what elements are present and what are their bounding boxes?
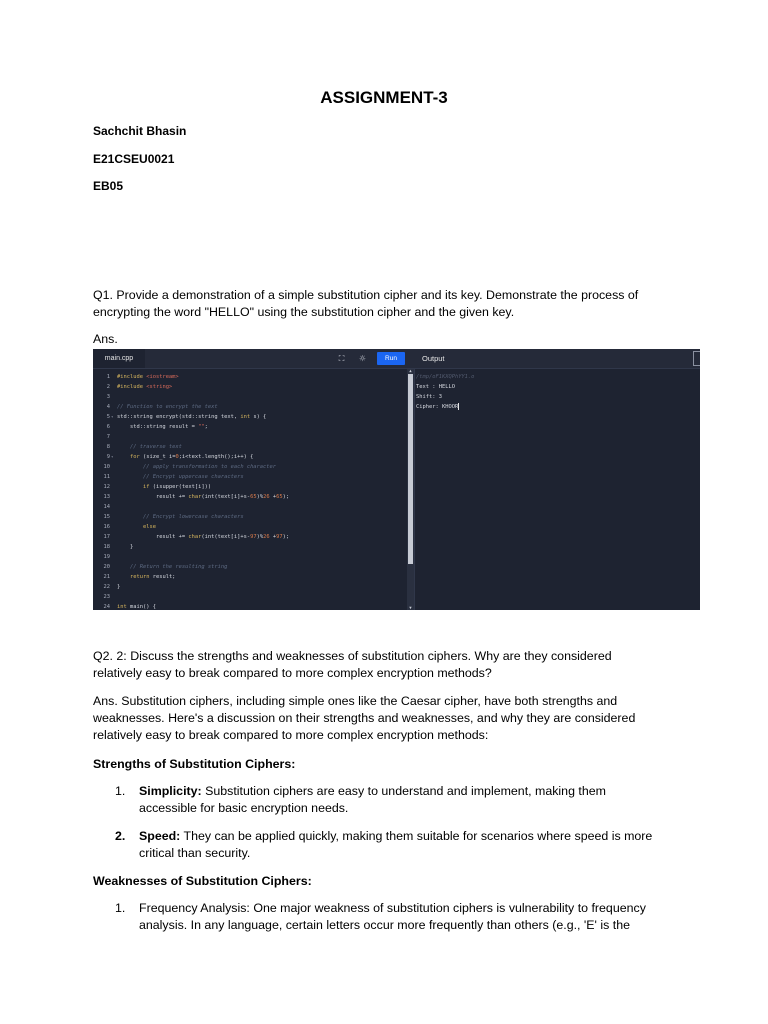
output-text: Text : HELLO — [416, 384, 455, 390]
code-text — [117, 412, 266, 422]
weakness-desc: Frequency Analysis: One major weakness of substitution ciphers is vulnerability to frequency — [139, 901, 646, 915]
line-number: 22 — [103, 584, 110, 590]
strengths-heading: Strengths of Substitution Ciphers: — [93, 757, 296, 771]
run-button[interactable]: Run — [377, 352, 405, 365]
line-number: 5 — [106, 414, 110, 420]
scroll-down-arrow-icon[interactable]: ▼ — [409, 605, 412, 610]
question-1-line-1: Q1. Provide a demonstration of a simple substitution cipher and its key. Demonstrate the process of — [93, 288, 639, 302]
code-text — [117, 512, 244, 522]
code-token: result += — [117, 494, 189, 500]
code-token: <iostream> — [146, 374, 179, 380]
code-token: return — [129, 574, 150, 580]
code-token: // apply transformation to each character — [117, 464, 277, 470]
code-text — [117, 442, 182, 452]
batch-code: EB05 — [93, 179, 124, 193]
code-token: (isupper(text[i])) — [149, 484, 212, 490]
code-token: else — [142, 524, 156, 530]
code-text — [117, 562, 227, 572]
question-2-line-1: Q2. 2: Discuss the strengths and weaknesses of substitution ciphers. Why are they considered — [93, 649, 612, 663]
code-text — [117, 472, 244, 482]
output-line — [416, 372, 474, 382]
strength-desc-cont: accessible for basic encryption needs. — [139, 801, 349, 815]
code-line[interactable] — [93, 482, 407, 492]
output-line — [416, 402, 459, 412]
student-name: Sachchit Bhasin — [93, 124, 187, 138]
output-text: /tmp/oF1KXQPhYY1.o — [416, 374, 475, 380]
code-line[interactable] — [93, 382, 407, 392]
line-number: 19 — [103, 554, 110, 560]
line-number: 13 — [103, 494, 110, 500]
code-text — [117, 422, 208, 432]
question-2 — [93, 648, 683, 682]
code-line[interactable] — [93, 422, 407, 432]
answer-2-line-1: Ans. Substitution ciphers, including simple ones like the Caesar cipher, have both strengths and — [93, 694, 618, 708]
code-line[interactable] — [93, 582, 407, 592]
code-text — [117, 462, 276, 472]
expand-icon[interactable]: ⛶ — [338, 354, 345, 363]
line-number: 14 — [103, 504, 110, 510]
answer-1-label: Ans. — [93, 332, 118, 346]
output-console — [416, 369, 700, 610]
line-number: 12 — [103, 484, 110, 490]
code-editor-screenshot — [93, 349, 700, 610]
code-token: ;i<text.length();i++) { — [178, 454, 254, 460]
output-line — [416, 382, 455, 392]
code-line[interactable] — [93, 372, 407, 382]
line-number: 3 — [106, 394, 110, 400]
fold-arrow-icon[interactable]: ▾ — [111, 454, 114, 459]
code-token: <string> — [146, 384, 173, 390]
strength-term: Speed: — [139, 829, 181, 843]
code-token: 26 — [263, 534, 270, 540]
line-number: 11 — [103, 474, 110, 480]
code-token: // Encrypt uppercase characters — [117, 474, 244, 480]
code-token: "" — [198, 424, 205, 430]
code-token: #include — [117, 374, 147, 380]
output-text: Shift: 3 — [416, 394, 442, 400]
line-number: 18 — [103, 544, 110, 550]
line-number: 10 — [103, 464, 110, 470]
code-text — [117, 492, 289, 502]
code-line[interactable] — [93, 532, 407, 542]
strength-desc: Substitution ciphers are easy to understand and implement, making them — [201, 784, 606, 798]
line-number: 7 — [106, 434, 110, 440]
line-number: 21 — [103, 574, 110, 580]
line-number: 23 — [103, 594, 110, 600]
line-number: 17 — [103, 534, 110, 540]
code-token: char — [188, 534, 202, 540]
weaknesses-heading: Weaknesses of Substitution Ciphers: — [93, 874, 312, 888]
code-text — [117, 582, 120, 592]
clear-output-button[interactable] — [693, 351, 700, 366]
text-cursor — [458, 403, 459, 410]
file-tab-main-cpp[interactable]: main.cpp — [93, 349, 145, 368]
code-token: s) { — [250, 414, 267, 420]
fold-arrow-icon[interactable]: ▾ — [111, 414, 114, 419]
code-token: if — [142, 484, 150, 490]
line-number: 15 — [103, 514, 110, 520]
weakness-desc-cont: analysis. In any language, certain letters occur more frequently than others (e.g., 'E' is the — [139, 918, 630, 932]
code-token: result; — [149, 574, 176, 580]
code-text — [117, 402, 218, 412]
output-label: Output — [422, 354, 445, 363]
code-text — [117, 542, 133, 552]
code-token: // Return the resulting string — [117, 564, 228, 570]
code-token: + — [269, 494, 277, 500]
code-token: int — [117, 604, 127, 610]
scrollbar-thumb[interactable] — [408, 374, 413, 564]
code-text — [117, 482, 211, 492]
code-token: char — [188, 494, 202, 500]
output-line — [416, 392, 442, 402]
scroll-up-arrow-icon[interactable]: ▲ — [409, 368, 412, 373]
strength-term: Simplicity: — [139, 784, 202, 798]
line-number: 16 — [103, 524, 110, 530]
code-line[interactable] — [93, 392, 407, 402]
code-scrollbar[interactable] — [407, 369, 414, 610]
code-token — [117, 574, 130, 580]
line-number: 8 — [106, 444, 110, 450]
list-number: 1. — [115, 901, 126, 915]
line-number: 20 — [103, 564, 110, 570]
question-2-line-2: relatively easy to break compared to more complex encryption methods? — [93, 666, 492, 680]
code-text — [117, 452, 253, 462]
list-number: 2. — [115, 829, 126, 843]
line-number: 24 — [103, 604, 110, 610]
code-token: 0 — [175, 454, 179, 460]
roll-number: E21CSEU0021 — [93, 152, 175, 166]
code-line[interactable] — [93, 472, 407, 482]
code-text — [117, 522, 156, 532]
code-token: (int(text[i]+s- — [201, 534, 251, 540]
answer-2-line-3: relatively easy to break compared to more complex encryption methods: — [93, 728, 489, 742]
code-line[interactable] — [93, 462, 407, 472]
code-token — [117, 524, 143, 530]
code-token: int — [240, 414, 251, 420]
code-line[interactable] — [93, 412, 407, 422]
code-token: (int(text[i]+s- — [201, 494, 251, 500]
code-line[interactable] — [93, 402, 407, 412]
sun-icon[interactable]: ☼ — [358, 354, 367, 363]
code-text — [117, 532, 289, 542]
code-line[interactable] — [93, 592, 407, 602]
question-1-line-2: encrypting the word "HELLO" using the substitution cipher and the given key. — [93, 305, 515, 319]
output-text: Cipher: KHOOR — [416, 404, 459, 410]
code-line[interactable] — [93, 542, 407, 552]
strength-desc-cont: critical than security. — [139, 846, 251, 860]
code-line[interactable] — [93, 552, 407, 562]
code-token: ); — [282, 534, 290, 540]
code-text — [117, 602, 156, 610]
code-line[interactable] — [93, 432, 407, 442]
editor-toolbar — [93, 349, 700, 369]
code-line[interactable] — [93, 492, 407, 502]
code-token: (size_t i= — [139, 454, 176, 460]
code-token: for — [129, 454, 140, 460]
code-line[interactable] — [93, 502, 407, 512]
code-line[interactable] — [93, 602, 407, 610]
line-number: 1 — [106, 374, 110, 380]
strength-desc: They can be applied quickly, making them suitable for scenarios where speed is more — [180, 829, 653, 843]
answer-2 — [93, 693, 683, 744]
code-token: ; — [204, 424, 208, 430]
code-token: // traverse text — [117, 444, 182, 450]
code-token: std::string result = — [117, 424, 199, 430]
list-number: 1. — [115, 784, 126, 798]
code-line[interactable] — [93, 572, 407, 582]
code-line[interactable] — [93, 562, 407, 572]
code-line[interactable] — [93, 452, 407, 462]
code-token — [117, 454, 130, 460]
code-token: result += — [117, 534, 189, 540]
code-token — [117, 484, 143, 490]
code-token: ); — [282, 494, 290, 500]
code-line[interactable] — [93, 522, 407, 532]
code-token: std::string encrypt(std::string text, — [117, 414, 241, 420]
code-token: main() { — [126, 604, 156, 610]
answer-2-line-2: weaknesses. Here's a discussion on their strengths and weaknesses, and why they are considered — [93, 711, 636, 725]
code-token: // Function to encrypt the text — [117, 404, 218, 410]
code-text — [117, 382, 172, 392]
document-title: ASSIGNMENT-3 — [320, 88, 448, 107]
line-number: 9 — [106, 454, 110, 460]
code-token: 65 — [250, 494, 257, 500]
code-token: 65 — [276, 494, 283, 500]
code-token: } — [117, 544, 134, 550]
code-area[interactable] — [93, 369, 407, 610]
code-token: 97 — [250, 534, 257, 540]
code-token: #include — [117, 384, 147, 390]
code-text — [117, 572, 175, 582]
code-token: + — [269, 534, 277, 540]
line-number: 6 — [106, 424, 110, 430]
code-line[interactable] — [93, 442, 407, 452]
pane-divider[interactable] — [414, 368, 415, 610]
line-number: 2 — [106, 384, 110, 390]
code-token: 97 — [276, 534, 283, 540]
code-line[interactable] — [93, 512, 407, 522]
code-token: } — [117, 584, 121, 590]
code-token: // Encrypt lowercase characters — [117, 514, 244, 520]
code-token: 26 — [263, 494, 270, 500]
line-number: 4 — [106, 404, 110, 410]
code-text — [117, 372, 179, 382]
question-1 — [93, 287, 683, 321]
code-token: )% — [256, 494, 264, 500]
code-token: )% — [256, 534, 264, 540]
